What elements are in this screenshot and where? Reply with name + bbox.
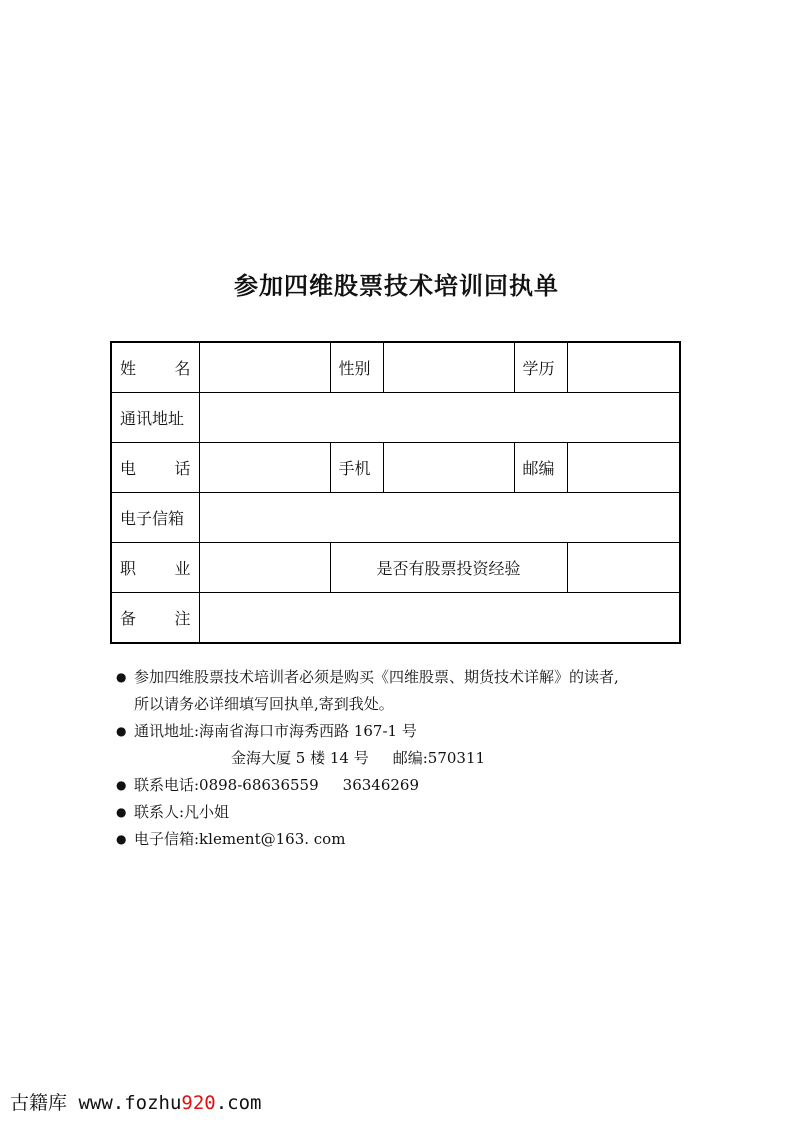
email-field[interactable]: [199, 493, 680, 543]
gender-field[interactable]: [383, 342, 514, 393]
row-name: [111, 342, 680, 393]
bullet-icon: ●: [116, 805, 127, 819]
notes-list: [116, 664, 716, 853]
note-address: ● 通讯地址:海南省海口市海秀西路 167-1 号 金海大厦 5 楼 14 号 邮编:570311: [116, 718, 716, 772]
education-field[interactable]: [567, 342, 680, 393]
page-title: 参加四维股票技术培训回执单: [234, 272, 559, 300]
education-label: 学历: [514, 342, 567, 393]
remarks-label: 备 注: [111, 593, 199, 644]
receipt-form: [110, 341, 681, 644]
bullet-icon: ●: [116, 724, 127, 738]
name-label: 姓 名: [111, 342, 199, 393]
site-watermark: 古籍库 www.fozhu920.com: [10, 1092, 262, 1114]
note-contact: ● 联系人:凡小姐: [116, 799, 716, 826]
gender-label: 性别: [330, 342, 383, 393]
address-field[interactable]: [199, 393, 680, 443]
bullet-icon: ●: [116, 670, 127, 684]
occupation-field[interactable]: [199, 543, 330, 593]
occupation-label: 职 业: [111, 543, 199, 593]
row-phone: [111, 443, 680, 493]
phone-field[interactable]: [199, 443, 330, 493]
remarks-field[interactable]: [199, 593, 680, 644]
email-label: 电子信箱: [111, 493, 199, 543]
note-requirement: ● 参加四维股票技术培训者必须是购买《四维股票、期货技术详解》的读者, 所以请务必详细填写回执单,寄到我处。: [116, 664, 716, 718]
row-address: [111, 393, 680, 443]
postcode-label: 邮编: [514, 443, 567, 493]
experience-field[interactable]: [567, 543, 680, 593]
postcode-field[interactable]: [567, 443, 680, 493]
address-label: 通讯地址: [111, 393, 199, 443]
name-field[interactable]: [199, 342, 330, 393]
row-occupation: [111, 543, 680, 593]
mobile-label: 手机: [330, 443, 383, 493]
row-email: [111, 493, 680, 543]
phone-label: 电 话: [111, 443, 199, 493]
bullet-icon: ●: [116, 778, 127, 792]
bullet-icon: ●: [116, 832, 127, 846]
note-email: ● 电子信箱:klement@163. com: [116, 826, 716, 853]
mobile-field[interactable]: [383, 443, 514, 493]
experience-label: 是否有股票投资经验: [330, 543, 567, 593]
note-phone: ● 联系电话:0898-68636559 36346269: [116, 772, 716, 799]
row-remarks: [111, 593, 680, 644]
